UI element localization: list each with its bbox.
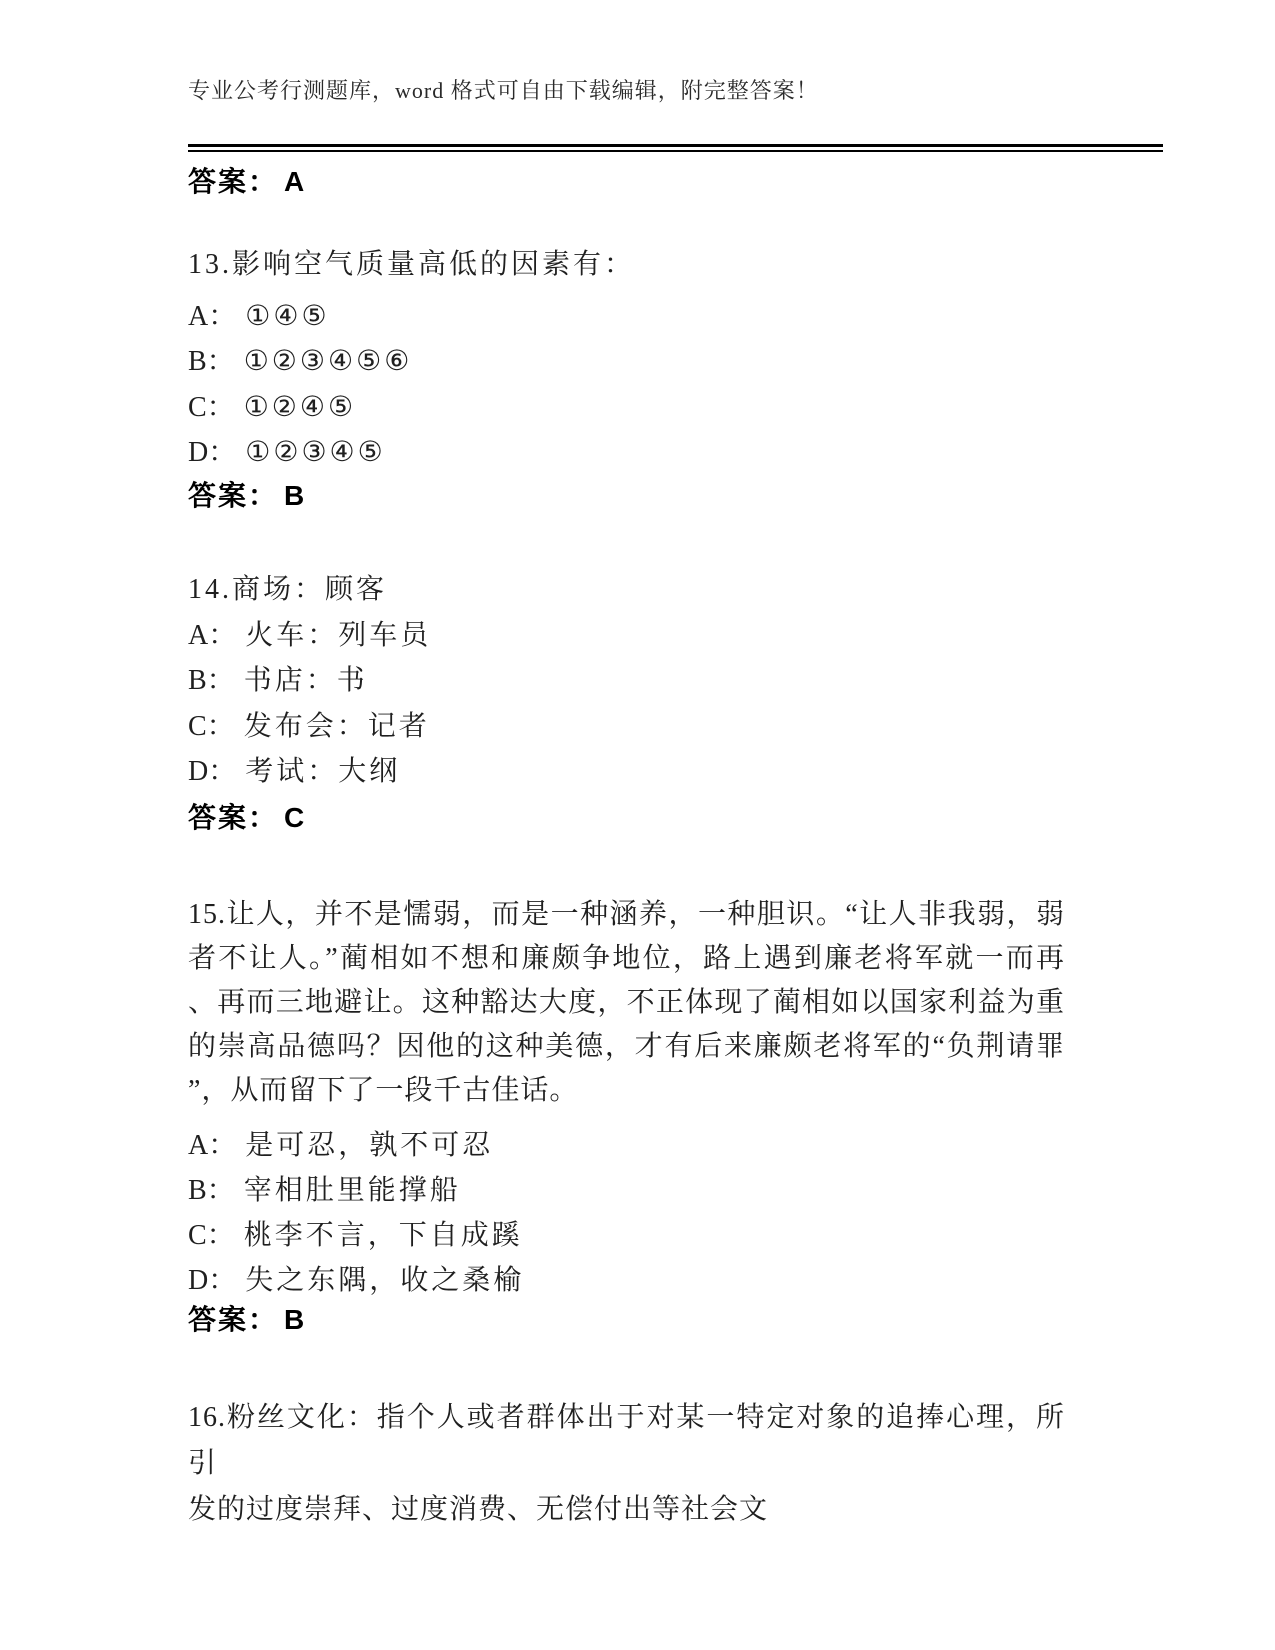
question-14-options: [188, 613, 1065, 795]
option-text: ①④⑤: [245, 301, 330, 332]
question-text-line: 者不让人。”蔺相如不想和廉颇争地位，路上遇到廉老将军就一而再: [188, 943, 1065, 974]
option-label: D：: [188, 1265, 237, 1296]
option-label: D：: [188, 437, 237, 469]
option-row-b: [188, 1168, 1065, 1213]
question-15-options: [188, 1123, 1065, 1303]
option-text: 发布会：记者: [243, 710, 430, 742]
option-label: C：: [188, 710, 235, 742]
question-16-text: [188, 1395, 1065, 1533]
page-header-text: 专业公考行测题库，word 格式可自由下载编辑，附完整答案！: [188, 78, 819, 103]
question-14-title: 14.商场：顾客: [188, 574, 388, 605]
question-15-text: [188, 893, 1065, 1113]
option-label: C：: [188, 391, 235, 423]
option-row-a: [188, 613, 1065, 658]
option-row-a: [188, 1123, 1065, 1168]
question-text-line: ”，从而留下了一段千古佳话。: [188, 1075, 579, 1106]
option-text: 书店：书: [243, 665, 368, 697]
option-label: C：: [188, 1220, 235, 1251]
question-text-line: 、再而三地避让。这种豁达大度，不正体现了蔺相如以国家利益为重: [188, 987, 1065, 1018]
option-row-c: [188, 385, 1065, 430]
answer-line-previous: [188, 159, 1065, 204]
option-label: D：: [188, 756, 237, 788]
question-13-answer: [188, 473, 1065, 518]
option-row-c: [188, 704, 1065, 749]
option-label: A：: [188, 1130, 237, 1161]
answer-value: C: [284, 802, 307, 833]
question-text-line: 发的过度崇拜、过度消费、无偿付出等社会文: [188, 1494, 769, 1525]
option-text: 火车：列车员: [245, 620, 432, 651]
question-text-line: 16.粉丝文化：指个人或者群体出于对某一特定对象的追捧心理，所引: [188, 1402, 1065, 1479]
answer-value: B: [284, 1304, 307, 1335]
option-text: ①②④⑤: [243, 391, 357, 423]
option-label: B：: [188, 1175, 235, 1206]
question-15-answer: [188, 1297, 1065, 1342]
option-text: 失之东隅，收之桑榆: [245, 1265, 525, 1296]
answer-label: 答案：: [188, 480, 279, 511]
option-row-d: [188, 430, 1065, 475]
question-text-line: 的崇高品德吗？因他的这种美德，才有后来廉颇老将军的“负荆请罪: [188, 1031, 1065, 1062]
answer-value: A: [284, 166, 307, 197]
header-double-rule: [188, 144, 1163, 152]
question-13-title: 13.影响空气质量高低的因素有：: [188, 249, 636, 280]
answer-label: 答案：: [188, 802, 279, 833]
option-text: 宰相肚里能撑船: [243, 1175, 461, 1206]
option-row-c: [188, 1213, 1065, 1258]
option-row-b: [188, 658, 1065, 703]
answer-label: 答案：: [188, 1304, 279, 1335]
option-text: 桃李不言，下自成蹊: [243, 1220, 523, 1251]
option-text: 考试：大纲: [245, 756, 401, 788]
option-label: B：: [188, 665, 235, 697]
question-14-answer: [188, 795, 1065, 840]
option-label: A：: [188, 301, 237, 332]
option-row-d: [188, 749, 1065, 794]
question-13-options: [188, 294, 1065, 476]
option-label: B：: [188, 346, 235, 378]
option-text: ①②③④⑤⑥: [243, 346, 413, 378]
option-text: ①②③④⑤: [245, 437, 386, 469]
answer-label: 答案：: [188, 166, 279, 197]
option-text: 是可忍，孰不可忍: [245, 1130, 494, 1161]
option-row-b: [188, 339, 1065, 384]
option-row-a: [188, 294, 1065, 339]
question-text-line: 15.让人，并不是懦弱，而是一种涵养，一种胆识。“让人非我弱，弱: [188, 899, 1065, 930]
option-label: A：: [188, 620, 237, 651]
answer-value: B: [284, 480, 307, 511]
